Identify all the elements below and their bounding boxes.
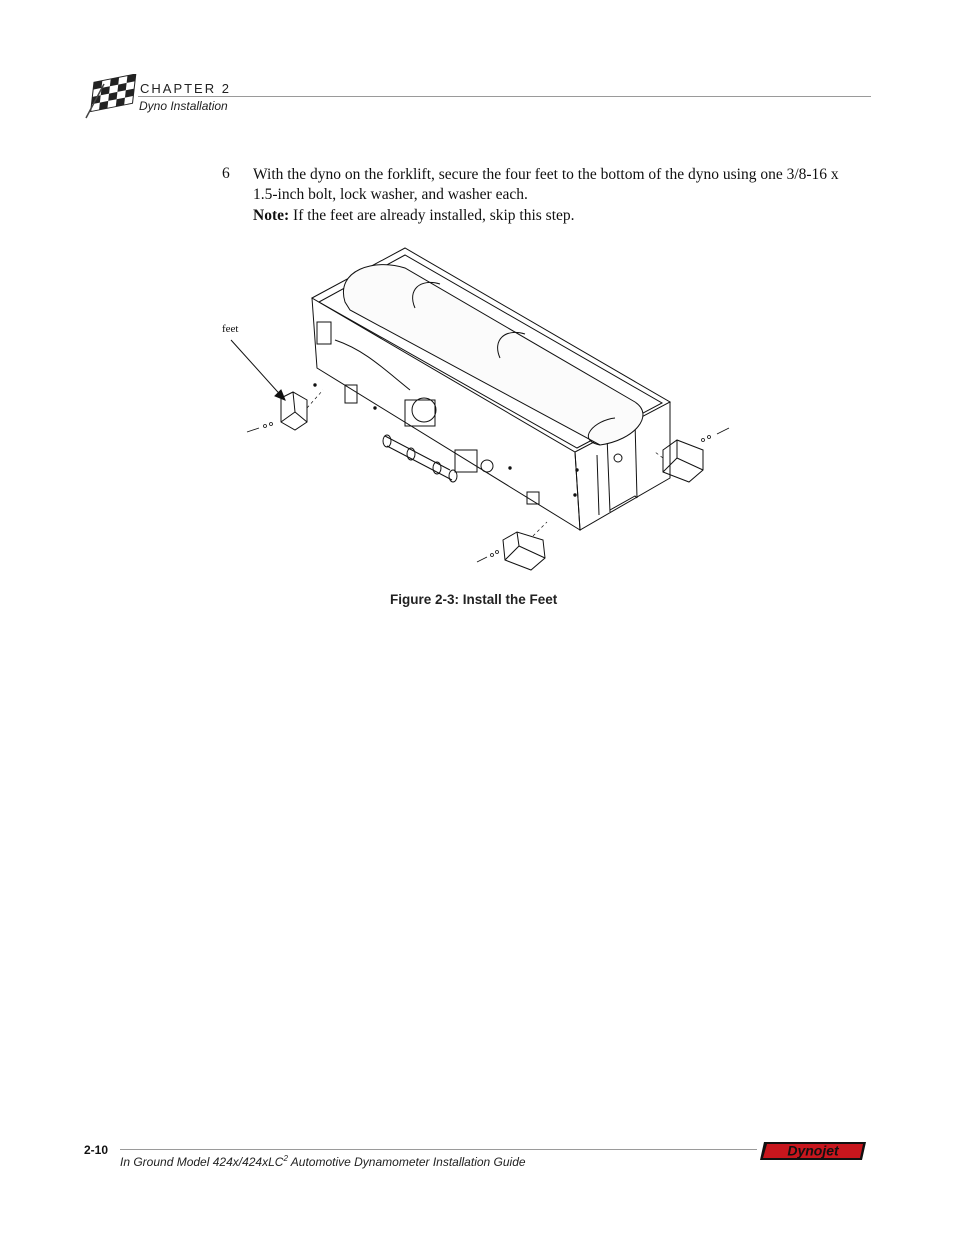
checkered-flag-icon: [80, 74, 138, 120]
roller-drum: [343, 265, 643, 445]
footer-rule: [120, 1149, 757, 1150]
note-text: If the feet are already installed, skip this step.: [289, 207, 575, 224]
document-title: [120, 1154, 526, 1169]
foot-left: [281, 392, 307, 430]
section-title: Dyno Installation: [139, 99, 228, 113]
note-label: Note:: [253, 207, 290, 224]
dyno-feet-illustration: [215, 240, 755, 585]
logo-text: Dynojet: [787, 1142, 839, 1159]
page-number: 2-10: [84, 1143, 109, 1157]
document-title-part1: In Ground Model 424x/424xLC: [120, 1155, 284, 1169]
figure-caption: Figure 2-3: Install the Feet: [390, 592, 558, 607]
bolt-left: [247, 423, 273, 433]
bolt-bottom: [477, 551, 499, 563]
foot-bottom: [503, 532, 545, 570]
document-title-part2: Automotive Dynamometer Installation Guide: [287, 1155, 526, 1169]
document-title-superscript: 2: [283, 1154, 288, 1163]
chapter-title: CHAPTER 2: [140, 81, 231, 96]
callout-arrow: [231, 340, 285, 400]
feet-callout-label: feet: [222, 323, 239, 335]
bolt-right: [702, 428, 730, 442]
step-text: With the dyno on the forklift, secure the four feet to the bottom of the dyno using one 3/8-16 x 1.5-inch bolt, lock washer, and washer each.: [253, 166, 839, 203]
header-rule: [138, 96, 871, 97]
step-number: 6: [222, 165, 230, 182]
note: [253, 207, 575, 225]
dynojet-logo: [760, 1140, 868, 1162]
foot-right: [663, 440, 703, 482]
